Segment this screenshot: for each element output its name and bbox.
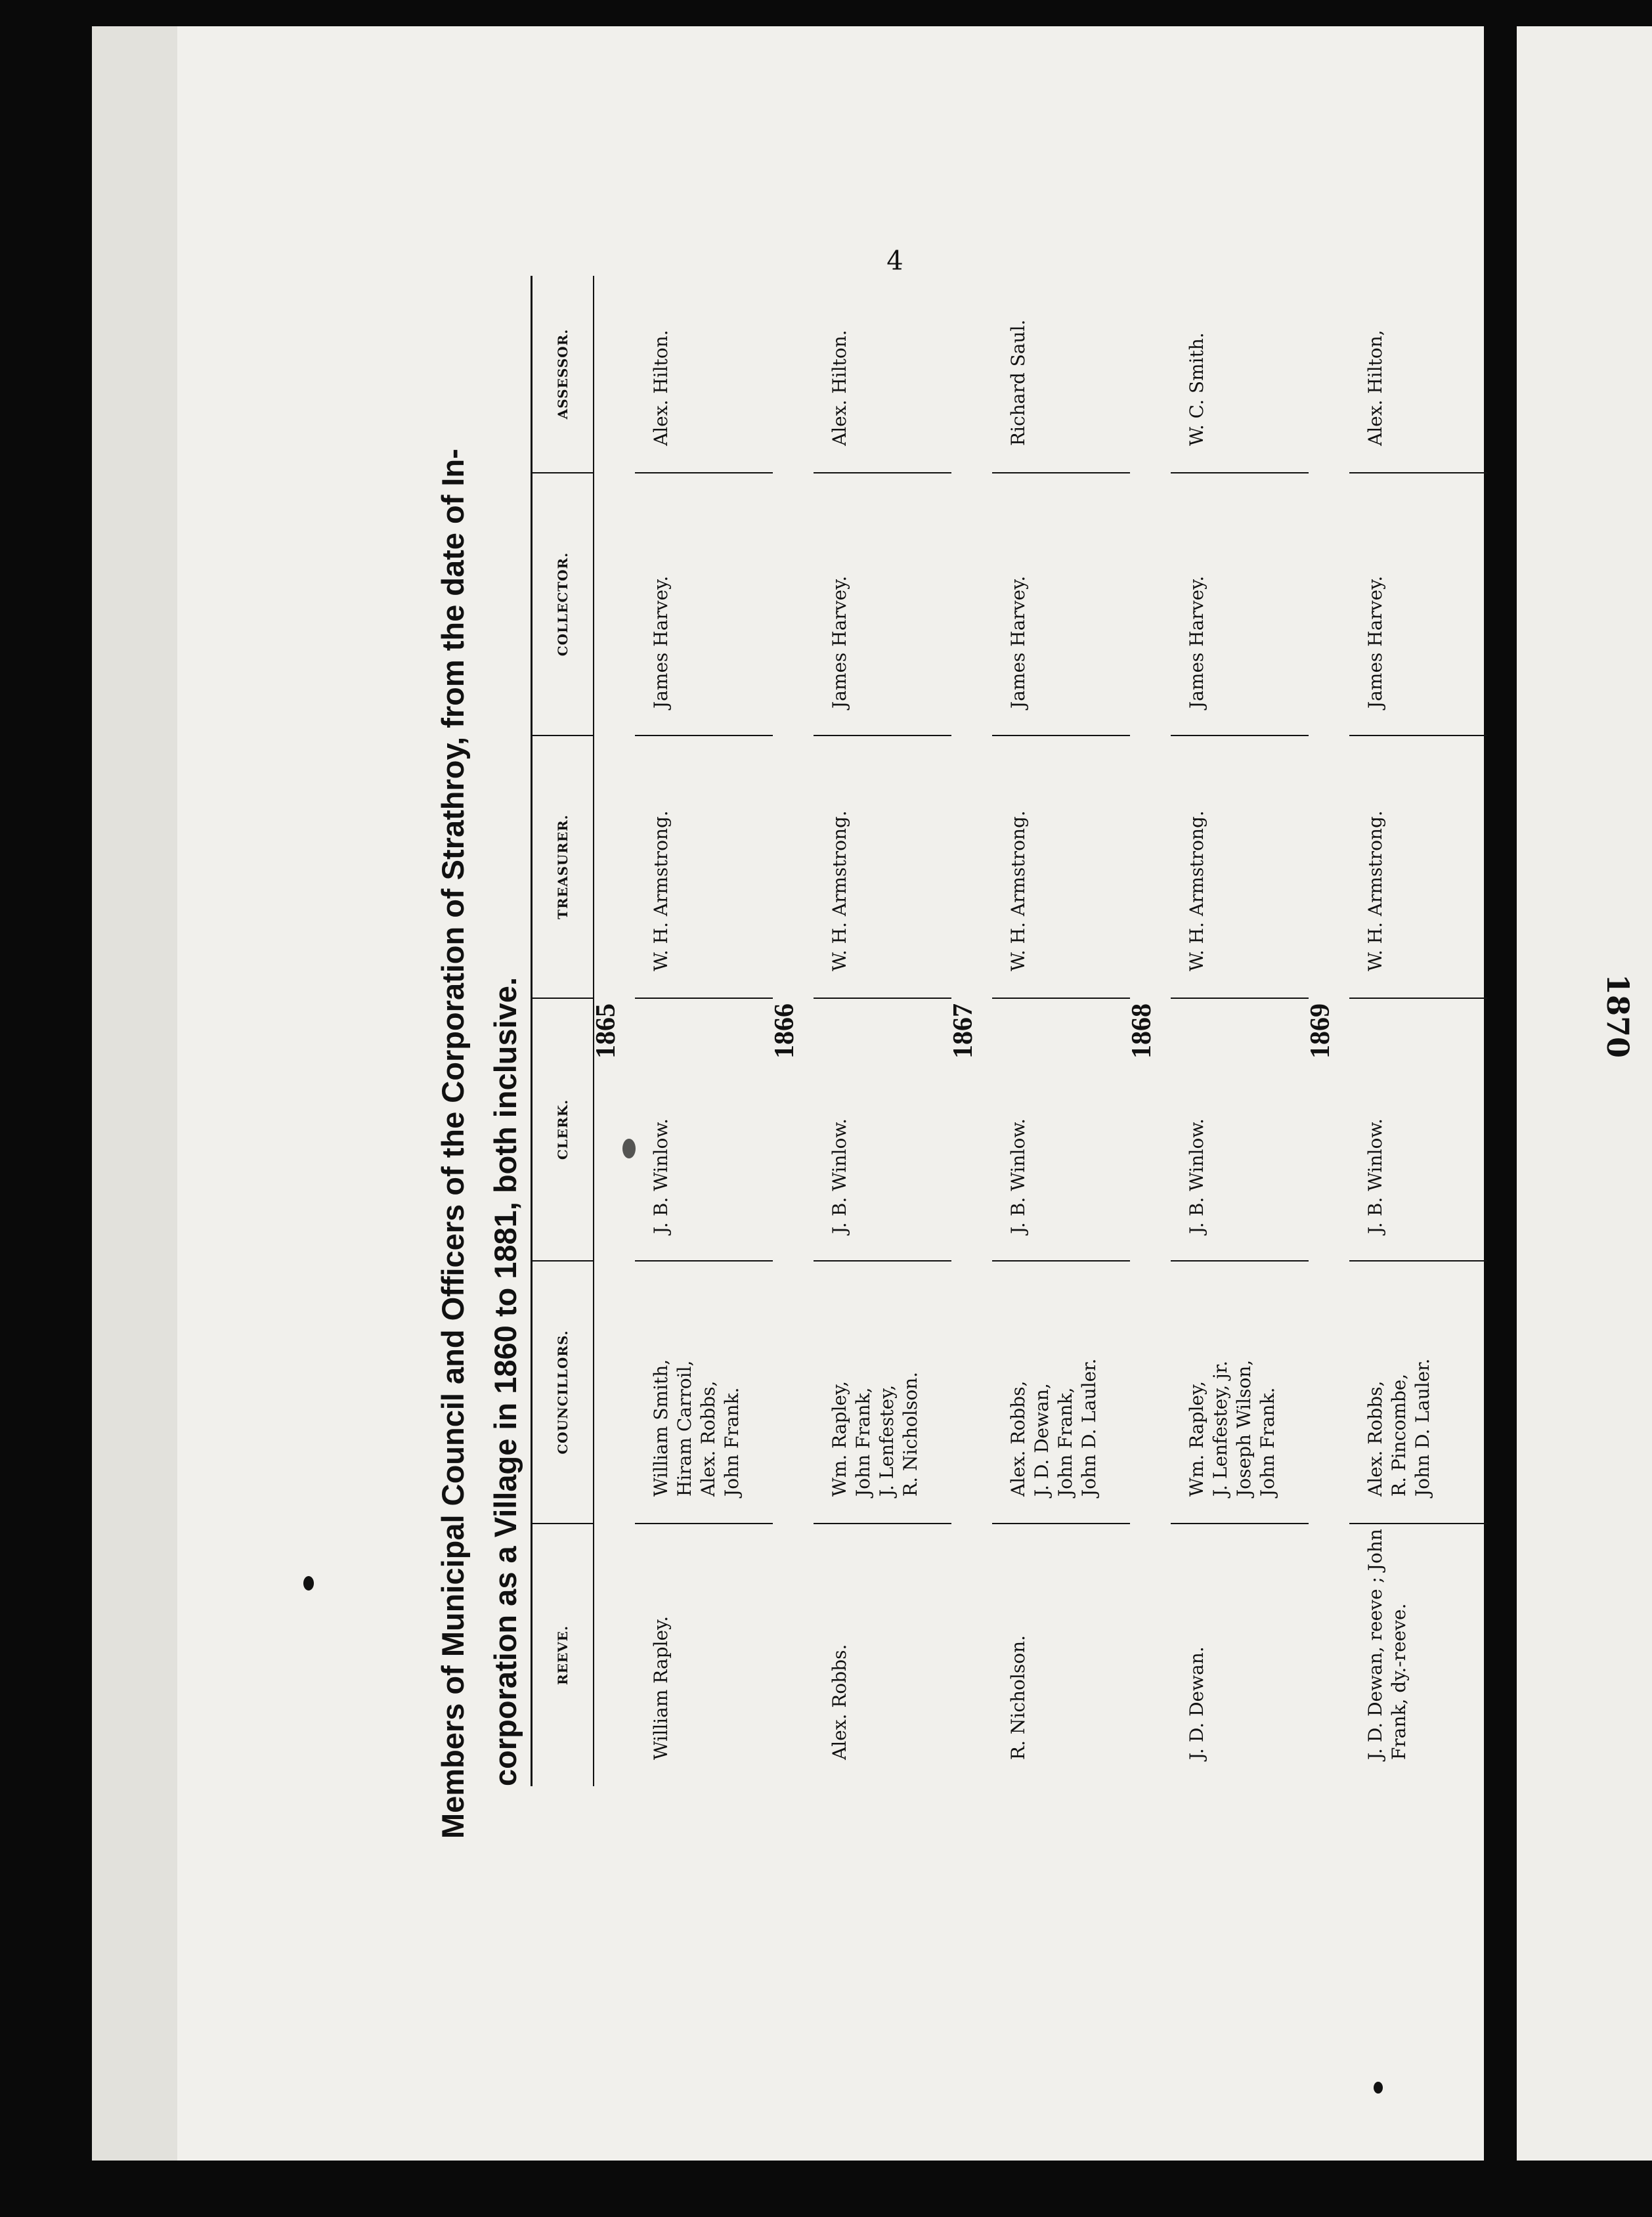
councillor: R. Nicholson. — [900, 1371, 921, 1497]
councillor: Alex. Robbs, — [1364, 1380, 1386, 1497]
treasurer-cell: W. H. Armstrong. — [1171, 735, 1309, 998]
next-page-edge — [1517, 26, 1652, 2161]
clerk-cell: J. B. Winlow. — [1171, 998, 1309, 1261]
councillor: Joseph Wilson, — [1233, 1359, 1255, 1497]
clerk-cell: J. B. Winlow. — [1349, 998, 1487, 1261]
header-assessor: ASSESSOR. — [532, 276, 594, 473]
year-label: 1869 — [1305, 1003, 1336, 1059]
clerk-cell: J. B. Winlow. — [635, 998, 773, 1261]
ink-speck — [303, 1576, 314, 1591]
councillor: John D. Lauler. — [1412, 1358, 1433, 1497]
ink-speck — [622, 1139, 636, 1158]
binding-margin — [92, 26, 177, 2161]
reeve-cell: R. Nicholson. — [1007, 1635, 1029, 1760]
councillors-cell — [1171, 1261, 1309, 1524]
councillors-cell — [635, 1261, 773, 1524]
treasurer-cell: W. H. Armstrong. — [992, 735, 1130, 998]
collector-cell: James Harvey. — [992, 473, 1130, 735]
table-row — [1171, 276, 1309, 1786]
year-label: 1868 — [1127, 1003, 1157, 1059]
page-number: 4 — [886, 246, 903, 276]
collector-cell: James Harvey. — [635, 473, 773, 735]
year-label: 1867 — [948, 1003, 978, 1059]
councillor: Alex. Robbs, — [697, 1380, 719, 1497]
year-row — [1309, 276, 1349, 1786]
councillor: Alex. Robbs, — [1007, 1380, 1029, 1497]
header-collector: COLLECTOR. — [532, 473, 594, 735]
treasurer-cell: W. H. Armstrong. — [814, 735, 951, 998]
reeve-cell: Alex. Robbs. — [829, 1644, 850, 1760]
rotated-content — [407, 246, 1433, 1839]
assessor-cell: Richard Saul. — [992, 276, 1130, 473]
assessor-cell: Alex. Hilton. — [814, 276, 951, 473]
assessor-cell: Alex. Hilton, — [1349, 276, 1487, 473]
table-row — [635, 276, 773, 1786]
councillor: J. Lenfestey, — [876, 1384, 898, 1497]
treasurer-cell: W. H. Armstrong. — [635, 735, 773, 998]
councillor: John Frank. — [721, 1387, 743, 1497]
year-row — [594, 276, 635, 1786]
reeve-cell: J. D. Dewan, reeve ; John Frank, dy.-reeve. — [1364, 1529, 1410, 1760]
header-clerk: CLERK. — [532, 998, 594, 1261]
councillor: Wm. Rapley, — [829, 1381, 850, 1497]
table-header-row — [532, 276, 594, 1786]
header-reeve: REEVE. — [532, 1524, 594, 1786]
assessor-cell: W. C. Smith. — [1171, 276, 1309, 473]
councillors-cell — [992, 1261, 1130, 1524]
council-table — [531, 276, 1487, 1786]
councillor: R. Pincombe, — [1388, 1373, 1410, 1497]
header-councillors: COUNCILLORS. — [532, 1261, 594, 1524]
table-row — [992, 276, 1130, 1786]
table-row — [1349, 276, 1487, 1786]
councillors-cell — [1349, 1261, 1487, 1524]
councillor: Hiram Carroil, — [674, 1360, 695, 1497]
councillor: Wm. Rapley, — [1186, 1381, 1207, 1497]
year-row — [773, 276, 814, 1786]
title-line-1: Members of Municipal Council and Officers of the Corporation of Strathroy, from the date of In- — [435, 449, 470, 1839]
next-page-year: 1870 — [1600, 973, 1636, 1059]
ink-speck — [1374, 2082, 1383, 2094]
year-row — [951, 276, 992, 1786]
councillor: John D. Lauler. — [1078, 1358, 1100, 1497]
councillor: John Frank, — [1054, 1387, 1076, 1497]
clerk-cell: J. B. Winlow. — [814, 998, 951, 1261]
reeve-cell: William Rapley. — [650, 1615, 672, 1760]
year-label: 1865 — [591, 1003, 621, 1059]
collector-cell: James Harvey. — [1349, 473, 1487, 735]
assessor-cell: Alex. Hilton. — [635, 276, 773, 473]
header-treasurer: TREASURER. — [532, 735, 594, 998]
clerk-cell: J. B. Winlow. — [992, 998, 1130, 1261]
collector-cell: James Harvey. — [814, 473, 951, 735]
councillor: William Smith, — [650, 1359, 672, 1497]
title-line-2: corporation as a Village in 1860 to 1881, both inclusive. — [488, 977, 523, 1786]
collector-cell: James Harvey. — [1171, 473, 1309, 735]
councillor: J. Lenfestey, jr. — [1209, 1361, 1231, 1497]
councillor: John Frank, — [852, 1387, 874, 1497]
page-title — [427, 335, 532, 1839]
treasurer-cell: W. H. Armstrong. — [1349, 735, 1487, 998]
year-label: 1866 — [770, 1003, 800, 1059]
table-row — [814, 276, 951, 1786]
councillor: John Frank. — [1257, 1387, 1278, 1497]
year-row — [1130, 276, 1171, 1786]
gutter — [1484, 0, 1517, 2217]
councillor: J. D. Dewan, — [1031, 1383, 1053, 1497]
councillors-cell — [814, 1261, 951, 1524]
reeve-cell: J. D. Dewan. — [1186, 1646, 1207, 1760]
